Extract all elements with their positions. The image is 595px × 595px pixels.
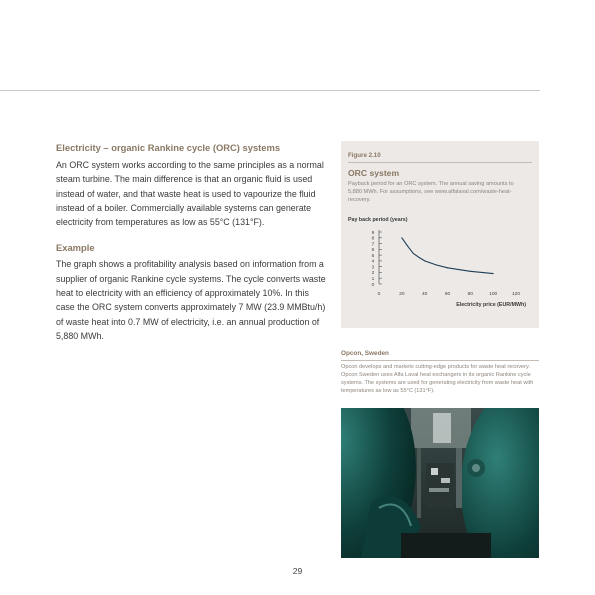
data-point	[418, 257, 419, 258]
opcon-plant-photo	[341, 408, 539, 558]
data-point	[413, 253, 414, 254]
y-tick-label: 0	[371, 282, 375, 288]
example-paragraph: The graph shows a profitability analysis based on information from a supplier of organic Rankine cycle systems. The cycle converts waste heat to electricity with an efficiency of approximately 10%. In this case the ORC system converts approximately 7 MW (23.9 MMBtu/h) of waste heat into 0.7 MW of electricity, i.e. an annual production of 5,880 MWh.	[56, 259, 326, 341]
header-rule	[0, 90, 540, 91]
sidebar-rule	[341, 360, 539, 361]
article-column	[56, 141, 326, 343]
x-axis-label: Electricity price (EUR/MWh)	[456, 302, 526, 308]
figure-panel	[341, 141, 539, 328]
payback-chart	[341, 141, 539, 328]
data-point	[470, 271, 471, 272]
y-tick-label: 2	[371, 271, 375, 277]
section-heading: Electricity – organic Rankine cycle (ORC) systems	[56, 142, 281, 153]
data-point	[481, 272, 482, 273]
data-point	[447, 267, 448, 268]
data-point	[424, 260, 425, 261]
y-tick-label: 5	[371, 253, 375, 259]
sidebar-title: Opcon, Sweden	[341, 350, 389, 357]
data-point	[493, 273, 494, 274]
y-tick-label: 4	[371, 259, 375, 265]
data-point	[458, 269, 459, 270]
y-axis-label: Pay back period (years)	[348, 217, 408, 223]
x-tick-label: 60	[444, 292, 451, 297]
x-tick-label: 20	[399, 292, 405, 297]
y-tick-label: 6	[371, 248, 375, 254]
x-tick-label: 0	[377, 292, 381, 297]
example-heading: Example	[56, 242, 95, 254]
y-tick-label: 3	[371, 265, 375, 271]
sidebar-text: Opcon develops and markets cutting-edge products for waste heat recovery. Opcon Sweden uses Alfa Laval heat exchangers in its organic Rankine cycle systems. The systems are used for generating electricity from waste heat with temperatures as low as 55°C (131°F).	[341, 364, 534, 394]
y-tick-label: 8	[371, 236, 375, 242]
x-tick-label: 120	[511, 292, 521, 297]
y-tick-label: 1	[371, 277, 375, 283]
x-tick-label: 40	[421, 292, 428, 297]
figure-caption: Payback period for an ORC system. The annual saving amounts to 5,880 MWh. For assumptions, see www.alfalaval.com/waste-heat-recovery.	[348, 181, 514, 203]
y-tick-label: 7	[371, 242, 375, 248]
y-tick-label: 9	[371, 230, 375, 236]
data-point	[436, 264, 437, 265]
data-point	[407, 245, 408, 246]
data-point	[401, 237, 402, 238]
figure-number: Figure 2.10	[348, 152, 381, 159]
figure-title: ORC system	[348, 168, 400, 178]
x-tick-label: 80	[467, 292, 474, 297]
x-tick-label: 100	[489, 292, 498, 297]
intro-paragraph: An ORC system works according to the same principles as a normal steam turbine. The main difference is that an organic fluid is used instead of water, and that waste heat is used to vapourize the fluid instead of a boiler. Commercially available systems can generate electricity from temperatures as low as 55°C (131°F).	[56, 160, 324, 228]
page-number: 29	[292, 566, 303, 576]
